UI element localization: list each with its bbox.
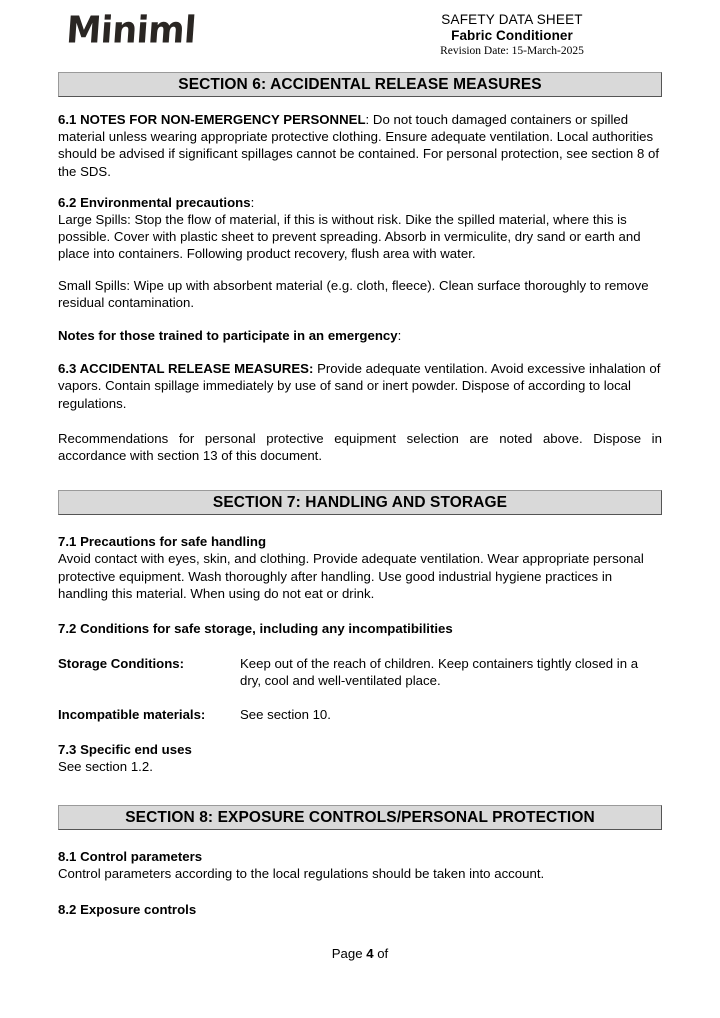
- section-6-header: [58, 72, 662, 97]
- paragraph-6-2-body: Large Spills: Stop the flow of material, if this is without risk. Dike the spilled material, where this is possible. Cover with plastic sheet to prevent spreading. Absorb in vermiculite, dry sand or earth and place into containers. Following product recovery, flush area with water.: [58, 212, 641, 262]
- paragraph-8-1-heading: [58, 848, 662, 865]
- footer-page-suffix: of: [373, 946, 389, 961]
- paragraph-7-3-body: See section 1.2.: [58, 759, 153, 775]
- page-footer: [0, 946, 720, 961]
- paragraph-7-3-heading: [58, 741, 662, 758]
- product-name: Fabric Conditioner: [451, 28, 573, 43]
- miniml-logo: Miniml: [65, 9, 198, 52]
- paragraph-7-2-heading-text: 7.2 Conditions for safe storage, including any incompatibilities: [58, 621, 453, 637]
- paragraph-8-2-heading-text: 8.2 Exposure controls: [58, 901, 197, 917]
- paragraph-6-2-colon: :: [250, 194, 255, 210]
- header-meta: [362, 12, 662, 58]
- incompatible-materials-value: See section 10.: [240, 706, 331, 722]
- paragraph-6-3-heading: 6.3 ACCIDENTAL RELEASE MEASURES:: [58, 361, 314, 377]
- paragraph-notes-trained-colon: :: [397, 328, 402, 344]
- paragraph-6-2-heading: 6.2 Environmental precautions: [58, 194, 251, 210]
- paragraph-notes-trained-heading: Notes for those trained to participate in an emergency: [58, 328, 398, 344]
- paragraph-7-1-heading: [58, 533, 662, 550]
- paragraph-recommendations: Recommendations for personal protective equipment selection are noted above. Dispose in accordance with section 13 of this document.: [58, 430, 662, 464]
- paragraph-6-1: [58, 111, 662, 180]
- document-header: [58, 0, 662, 72]
- storage-conditions-label: Storage Conditions:: [58, 656, 185, 672]
- section-8-title: SECTION 8: EXPOSURE CONTROLS/PERSONAL PROTECTION: [125, 808, 595, 826]
- paragraph-7-1-heading-text: 7.1 Precautions for safe handling: [58, 534, 267, 550]
- paragraph-6-3-body: Provide adequate ventilation. Avoid excessive inhalation of vapors. Contain spillage immediately by use of sand or inert powder. Dispose of according to local regulations.: [58, 361, 661, 411]
- paragraph-8-2-heading: [58, 901, 662, 918]
- paragraph-7-3-heading-text: 7.3 Specific end uses: [58, 741, 192, 757]
- footer-page-prefix: Page: [331, 946, 367, 961]
- paragraph-6-2-heading-line: [58, 194, 662, 211]
- paragraph-notes-trained: [58, 327, 662, 344]
- section-6-title: SECTION 6: ACCIDENTAL RELEASE MEASURES: [178, 75, 542, 93]
- storage-conditions-value: Keep out of the reach of children. Keep containers tightly closed in a dry, cool and well-ventilated place.: [240, 656, 639, 689]
- revision-date: Revision Date: 15-March-2025: [440, 45, 584, 57]
- paragraph-small-spills: Small Spills: Wipe up with absorbent material (e.g. cloth, fleece). Clean surface thoroughly to remove residual contamination.: [58, 277, 649, 310]
- section-7-header: [58, 490, 662, 515]
- incompatible-materials-row: [58, 706, 662, 723]
- paragraph-7-2-heading: [58, 620, 662, 637]
- footer-page-number: 4: [366, 946, 374, 961]
- paragraph-6-3: [58, 360, 662, 412]
- paragraph-6-1-body: : Do not touch damaged containers or spilled material unless wearing appropriate protective clothing. Ensure adequate ventilation. Local authorities should be advised if significant spillages cannot be contained. For personal protection, see section 8 of the SDS.: [58, 112, 660, 179]
- storage-conditions-row: [58, 655, 662, 689]
- paragraph-8-1-heading-text: 8.1 Control parameters: [58, 849, 203, 865]
- paragraph-7-1-body: Avoid contact with eyes, skin, and clothing. Provide adequate ventilation. Wear appropriate personal protective equipment. Wash thoroughly after handling. Use good industrial hygiene practices in handling this material. When using do not eat or drink.: [58, 551, 644, 601]
- paragraph-8-1-body: Control parameters according to the local regulations should be taken into account.: [58, 866, 545, 882]
- document-type: SAFETY DATA SHEET: [441, 12, 583, 27]
- paragraph-6-1-heading: 6.1 NOTES FOR NON-EMERGENCY PERSONNEL: [58, 112, 366, 127]
- section-7-title: SECTION 7: HANDLING AND STORAGE: [212, 493, 508, 511]
- incompatible-materials-label: Incompatible materials:: [58, 706, 206, 722]
- section-8-header: [58, 805, 662, 830]
